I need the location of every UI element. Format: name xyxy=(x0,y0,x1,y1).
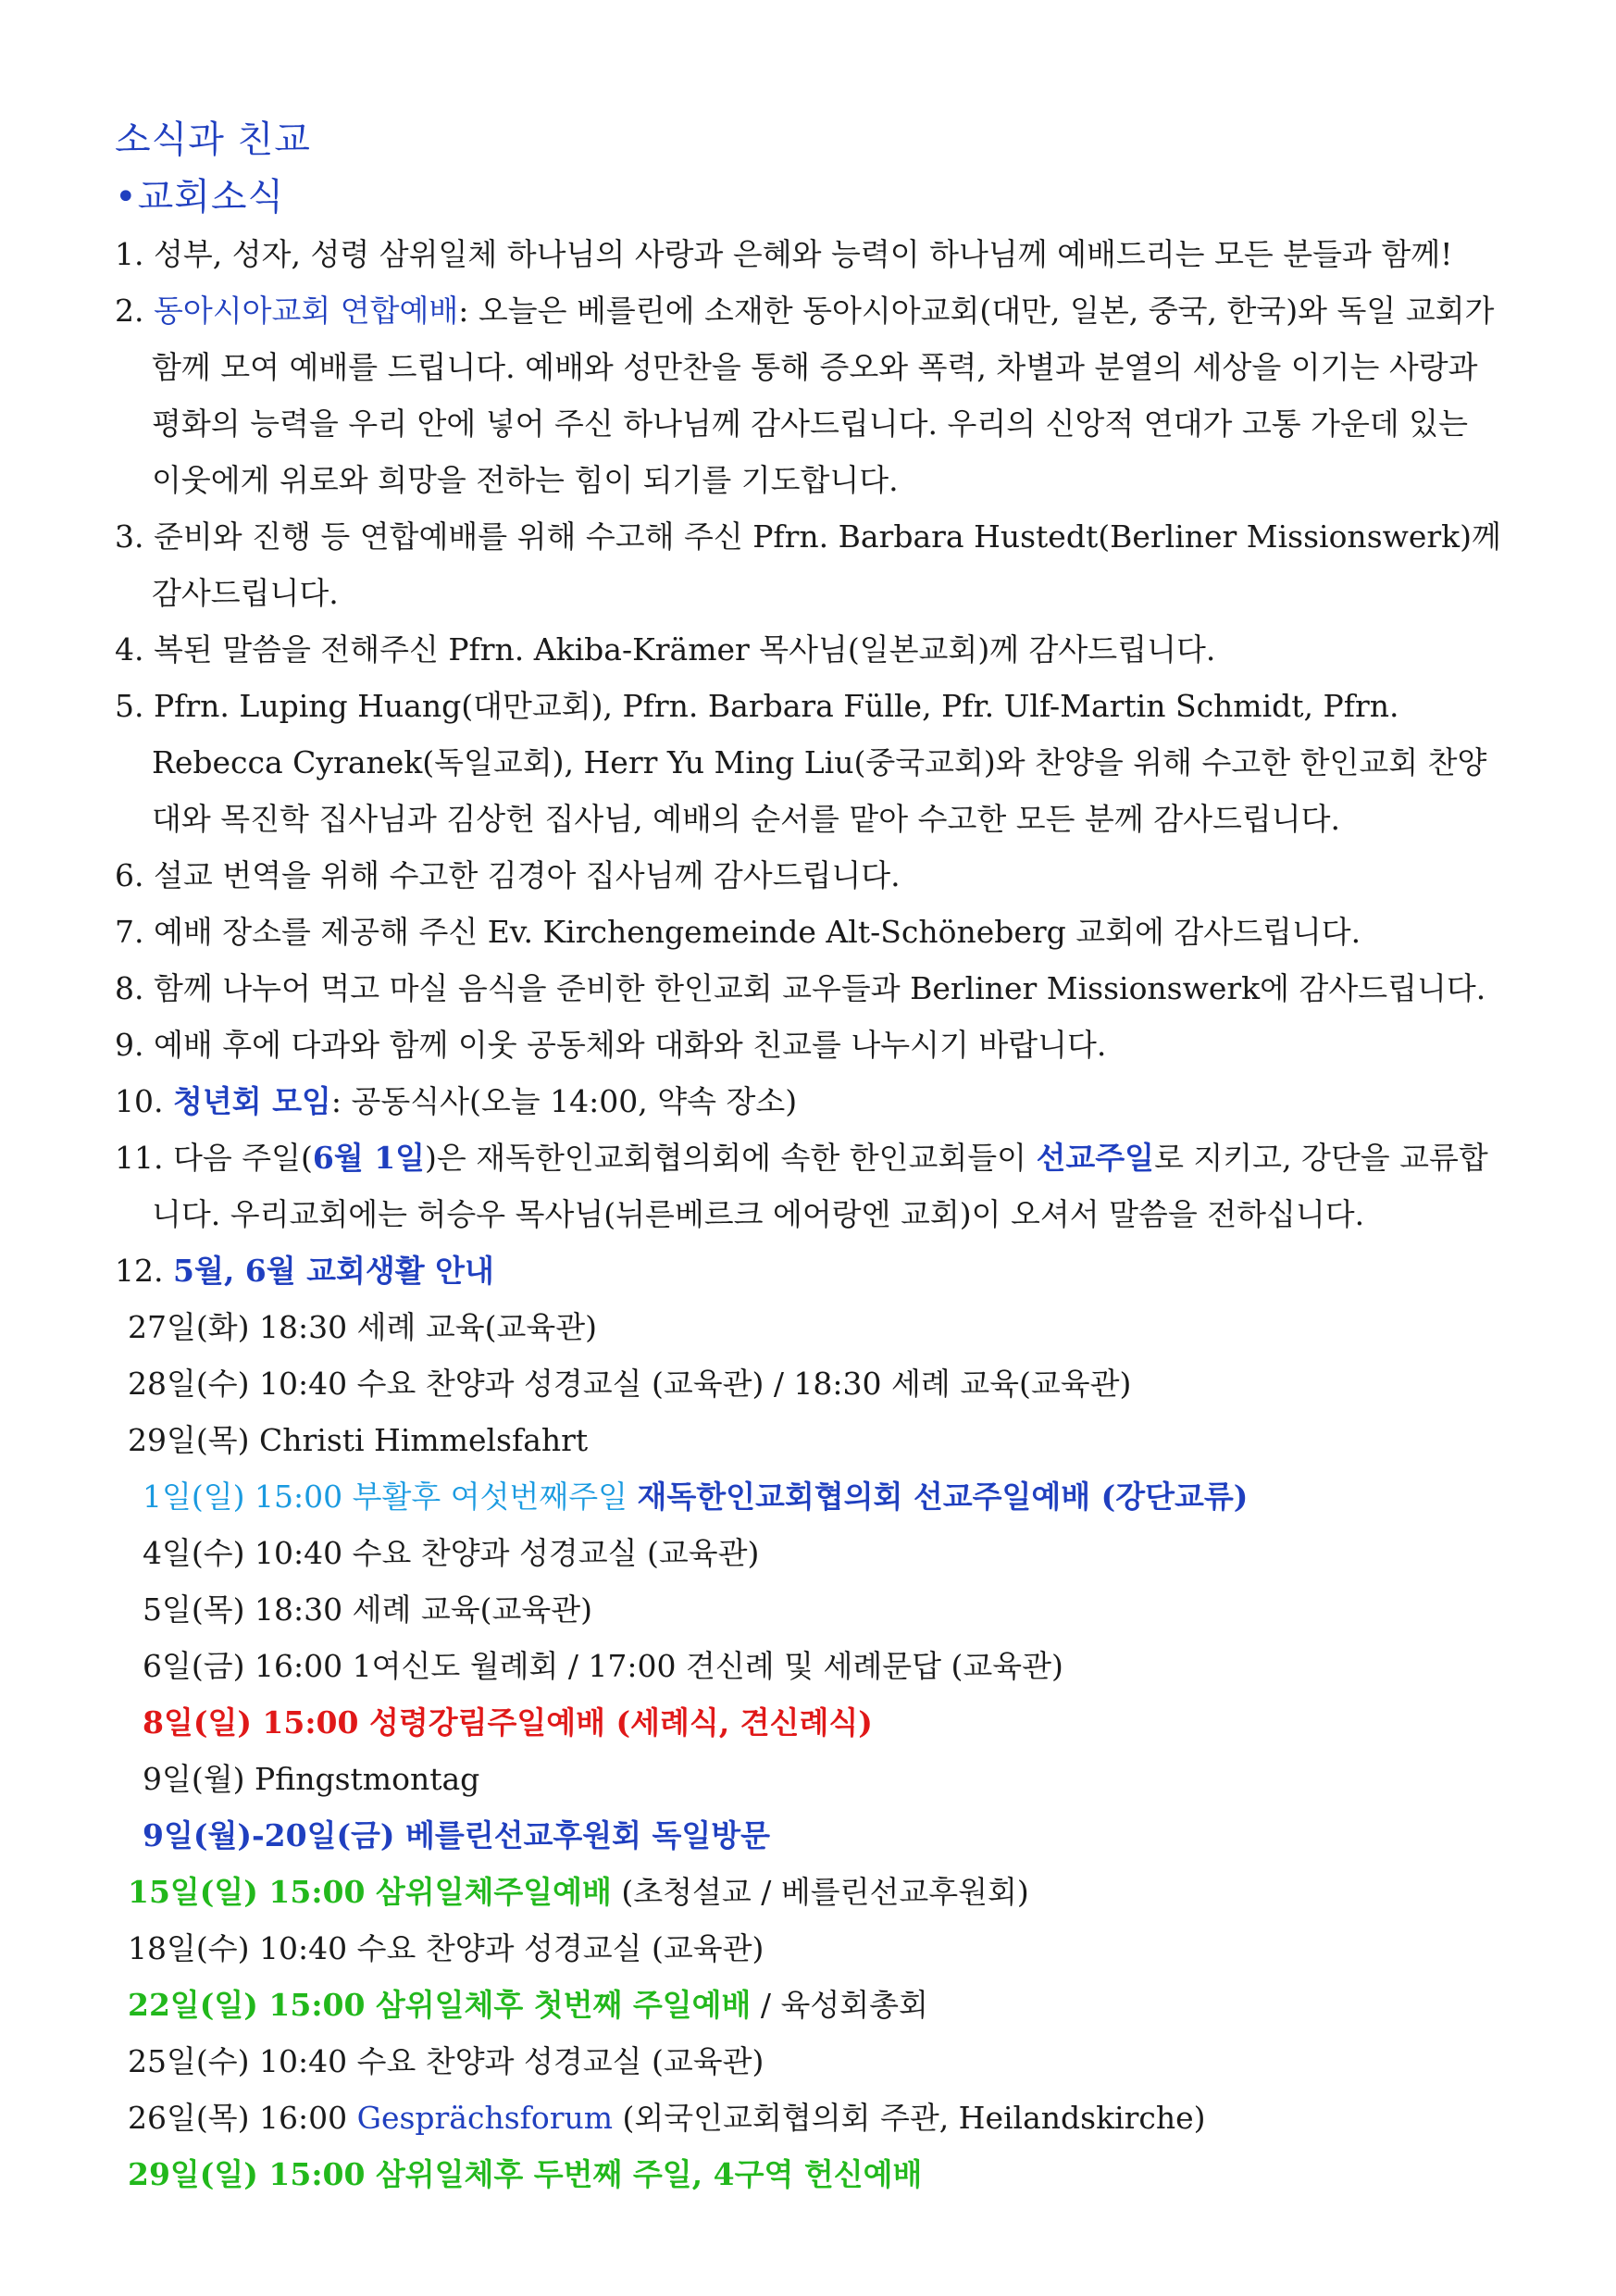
item-highlight: 동아시아교회 연합예배 xyxy=(153,293,459,329)
schedule xyxy=(115,1299,1507,2202)
schedule-row xyxy=(115,1468,1507,1525)
section-title: •교회소식 xyxy=(115,176,285,218)
item-text: 11. 다음 주일( xyxy=(115,1140,313,1176)
schedule-note: (초청설교 / 베를린선교후원회) xyxy=(611,1874,1029,1910)
schedule-row: 25일(수) 10:40 수요 찬양과 성경교실 (교육관) xyxy=(128,2043,764,2079)
item-number: 12. xyxy=(115,1253,173,1289)
schedule-row xyxy=(115,1864,1507,1920)
schedule-row xyxy=(115,1977,1507,2033)
list-item: 3. 준비와 진행 등 연합예배를 위해 수고해 주신 Pfrn. Barbara Hustedt(Berliner Missionswerk)께 감사드립니다. xyxy=(115,518,1501,611)
list-item: 9. 예배 후에 다과와 함께 이웃 공동체와 대화와 친교를 나누시기 바랍니다. xyxy=(115,1027,1107,1063)
schedule-date: 1일(일) 15:00 부활후 여섯번째주일 xyxy=(143,1479,638,1515)
schedule-event: 재독한인교회협의회 선교주일예배 (강단교류) xyxy=(637,1479,1249,1515)
list-item: 5. Pfrn. Luping Huang(대만교회), Pfrn. Barbara Fülle, Pfr. Ulf-Martin Schmidt, Pfrn. Rebecca Cyranek(독일교회), Herr Yu Ming Liu(중국교회)와 찬양을 위해 수고한 한인교회 찬양대와 목진학 집사님과 김상헌 집사님, 예배의 순서를 맡아 수고한 모든 분께 감사드립니다. xyxy=(115,688,1487,837)
schedule-event: 22일(일) 15:00 삼위일체후 첫번째 주일예배 xyxy=(128,1987,752,2023)
item-highlight: 5월, 6월 교회생활 안내 xyxy=(172,1253,494,1289)
item-number: 10. xyxy=(115,1083,173,1119)
item-highlight: 청년회 모임 xyxy=(172,1083,331,1119)
schedule-row: 4일(수) 10:40 수요 찬양과 성경교실 (교육관) xyxy=(143,1535,760,1571)
item-text: 로 지키고, 강단을 교류합니다. 우리교회에는 허승우 목사님(뉘른베르크 에어랑엔 교회)이 오셔서 말씀을 전하십니다. xyxy=(152,1140,1488,1232)
schedule-row: 9일(월)-20일(금) 베를린선교후원회 독일방문 xyxy=(143,1817,771,1853)
item-text: : 공동식사(오늘 14:00, 약속 장소) xyxy=(330,1083,798,1119)
item-highlight: 선교주일 xyxy=(1036,1140,1155,1176)
list-item xyxy=(115,282,1507,508)
item-highlight: 6월 1일 xyxy=(312,1140,426,1176)
list-item xyxy=(115,1129,1507,1242)
schedule-row xyxy=(115,2090,1507,2146)
list-item: 4. 복된 말씀을 전해주신 Pfrn. Akiba-Krämer 목사님(일본교회)께 감사드립니다. xyxy=(115,631,1216,668)
list-item: 7. 예배 장소를 제공해 주신 Ev. Kirchengemeinde Alt-Schöneberg 교회에 감사드립니다. xyxy=(115,914,1361,950)
schedule-date: 26일(목) 16:00 xyxy=(128,2100,357,2136)
schedule-row: 29일(일) 15:00 삼위일체후 두번째 주일, 4구역 헌신예배 xyxy=(128,2156,923,2192)
schedule-note: / 육성회총회 xyxy=(751,1987,928,2023)
list-item: 8. 함께 나누어 먹고 마실 음식을 준비한 한인교회 교우들과 Berliner Missionswerk에 감사드립니다. xyxy=(115,970,1486,1006)
list-item: 1. 성부, 성자, 성령 삼위일체 하나님의 사랑과 은혜와 능력이 하나님께 예배드리는 모든 분들과 함께! xyxy=(115,236,1453,272)
schedule-row: 27일(화) 18:30 세례 교육(교육관) xyxy=(128,1309,597,1345)
schedule-row: 28일(수) 10:40 수요 찬양과 성경교실 (교육관) / 18:30 세례 교육(교육관) xyxy=(128,1366,1132,1402)
list-item: 6. 설교 번역을 위해 수고한 김경아 집사님께 감사드립니다. xyxy=(115,857,901,893)
item-number: 2. xyxy=(115,293,154,329)
schedule-row: 8일(일) 15:00 성령강림주일예배 (세례식, 견신례식) xyxy=(143,1704,873,1741)
page-title: 소식과 친교 xyxy=(115,119,311,161)
schedule-event: 15일(일) 15:00 삼위일체주일예배 xyxy=(128,1874,612,1910)
item-text: )은 재독한인교회협의회에 속한 한인교회들이 xyxy=(425,1140,1037,1176)
list-item xyxy=(115,1073,1507,1129)
schedule-row: 5일(목) 18:30 세례 교육(교육관) xyxy=(143,1591,592,1628)
schedule-note: (외국인교회협의회 주관, Heilandskirche) xyxy=(613,2100,1206,2136)
schedule-row: 18일(수) 10:40 수요 찬양과 성경교실 (교육관) xyxy=(128,1930,764,1966)
schedule-event: Gesprächsforum xyxy=(356,2100,614,2136)
item-text: : 오늘은 베를린에 소재한 동아시아교회(대만, 일본, 중국, 한국)와 독일 교회가 함께 모여 예배를 드립니다. 예배와 성만찬을 통해 증오와 폭력, 차별과 분열의 세상을 이기는 사랑과 평화의 능력을 우리 안에 넣어 주신 하나님께 감사드립니다. 우리의 신앙적 연대가 고통 가운데 있는 이웃에게 위로와 희망을 전하는 힘이 되기를 기도합니다. xyxy=(152,293,1495,498)
schedule-row: 6일(금) 16:00 1여신도 월례회 / 17:00 견신례 및 세례문답 (교육관) xyxy=(143,1648,1063,1684)
schedule-row: 9일(월) Pfingstmontag xyxy=(143,1761,480,1797)
list-item xyxy=(115,1242,1507,1299)
news-list xyxy=(115,226,1507,2202)
schedule-row: 29일(목) Christi Himmelsfahrt xyxy=(128,1422,589,1458)
